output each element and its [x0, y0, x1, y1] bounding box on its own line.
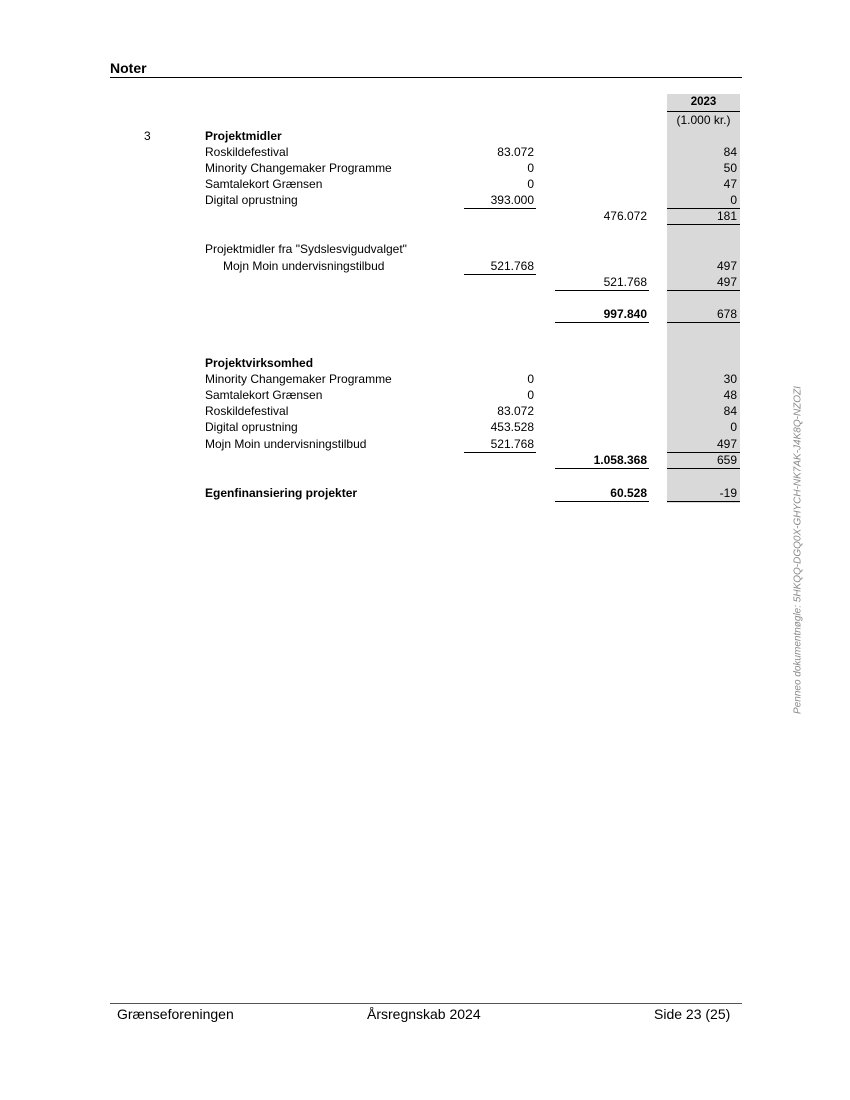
row-amount: 0: [527, 177, 534, 191]
subtotal-projektvirksomhed: 1.058.368: [593, 453, 647, 467]
row-label: Samtalekort Grænsen: [205, 177, 323, 191]
row-label: Minority Changemaker Programme: [205, 372, 392, 386]
section-title-projektmidler: Projektmidler: [205, 129, 282, 143]
row-prior: 0: [730, 420, 737, 434]
subtotal-prior: 497: [716, 275, 737, 289]
subtotal-rule: [555, 290, 649, 291]
penneo-watermark: Penneo dokumentnøgle: 5HKQQ-DGQ0X-GHYCH-NK7AK-J4K8Q-NZOZI: [792, 386, 804, 714]
prior-rule: [667, 468, 740, 469]
subtotal-prior: 659: [716, 453, 737, 467]
row-label: Mojn Moin undervisningstilbud: [205, 437, 367, 451]
row-prior: 0: [730, 193, 737, 207]
row-amount: 393.000: [490, 193, 534, 207]
row-label: Samtalekort Grænsen: [205, 388, 323, 402]
header-rule: [110, 77, 742, 78]
row-amount: 453.528: [490, 420, 534, 434]
total-projektmidler: 997.840: [603, 307, 647, 321]
egenfinansiering-label: Egenfinansiering projekter: [205, 486, 358, 500]
total-rule: [555, 322, 649, 323]
row-label: Mojn Moin undervisningstilbud: [223, 259, 385, 273]
footer-page-number: Side 23 (25): [654, 1006, 731, 1022]
subtotal-projektmidler: 476.072: [603, 209, 647, 223]
row-amount: 0: [527, 161, 534, 175]
egenfinansiering-prior: -19: [719, 486, 737, 500]
column-year: 2023: [690, 96, 717, 108]
total-prior: 678: [716, 307, 737, 321]
row-amount: 521.768: [490, 437, 534, 451]
egenfinansiering-rule: [555, 501, 649, 502]
row-prior: 497: [716, 437, 737, 451]
amount-rule: [464, 274, 536, 275]
column-year-rule: [667, 111, 740, 112]
row-label: Digital oprustning: [205, 193, 298, 207]
footer-rule: [110, 1003, 742, 1004]
prior-rule: [667, 322, 740, 323]
subtotal-sydslesvig: 521.768: [603, 275, 647, 289]
row-label: Minority Changemaker Programme: [205, 161, 392, 175]
egenfinansiering-value: 60.528: [610, 486, 647, 500]
prior-rule: [667, 290, 740, 291]
page-title: Noter: [110, 60, 147, 76]
row-amount: 0: [527, 388, 534, 402]
row-prior: 47: [723, 177, 737, 191]
subtotal-rule: [555, 468, 649, 469]
row-prior: 50: [723, 161, 737, 175]
row-label: Roskildefestival: [205, 404, 289, 418]
row-amount: 0: [527, 372, 534, 386]
prior-rule: [667, 501, 740, 502]
amount-rule: [464, 208, 536, 209]
row-amount: 83.072: [497, 145, 534, 159]
section-title-sydslesvig: Projektmidler fra "Sydslesvigudvalget": [205, 242, 407, 256]
amount-rule: [464, 452, 536, 453]
row-label: Roskildefestival: [205, 145, 289, 159]
row-prior: 84: [723, 404, 737, 418]
row-prior: 48: [723, 388, 737, 402]
row-label: Digital oprustning: [205, 420, 298, 434]
row-amount: 83.072: [497, 404, 534, 418]
note-number: 3: [144, 129, 151, 143]
row-prior: 84: [723, 145, 737, 159]
footer-organization: Grænseforeningen: [117, 1006, 234, 1022]
column-unit: (1.000 kr.): [676, 113, 731, 127]
row-prior: 497: [716, 259, 737, 273]
section-title-projektvirksomhed: Projektvirksomhed: [205, 356, 314, 370]
footer-report-title: Årsregnskab 2024: [367, 1006, 481, 1022]
row-amount: 521.768: [490, 259, 534, 273]
prior-rule: [667, 224, 740, 225]
row-prior: 30: [723, 372, 737, 386]
subtotal-prior: 181: [716, 209, 737, 223]
